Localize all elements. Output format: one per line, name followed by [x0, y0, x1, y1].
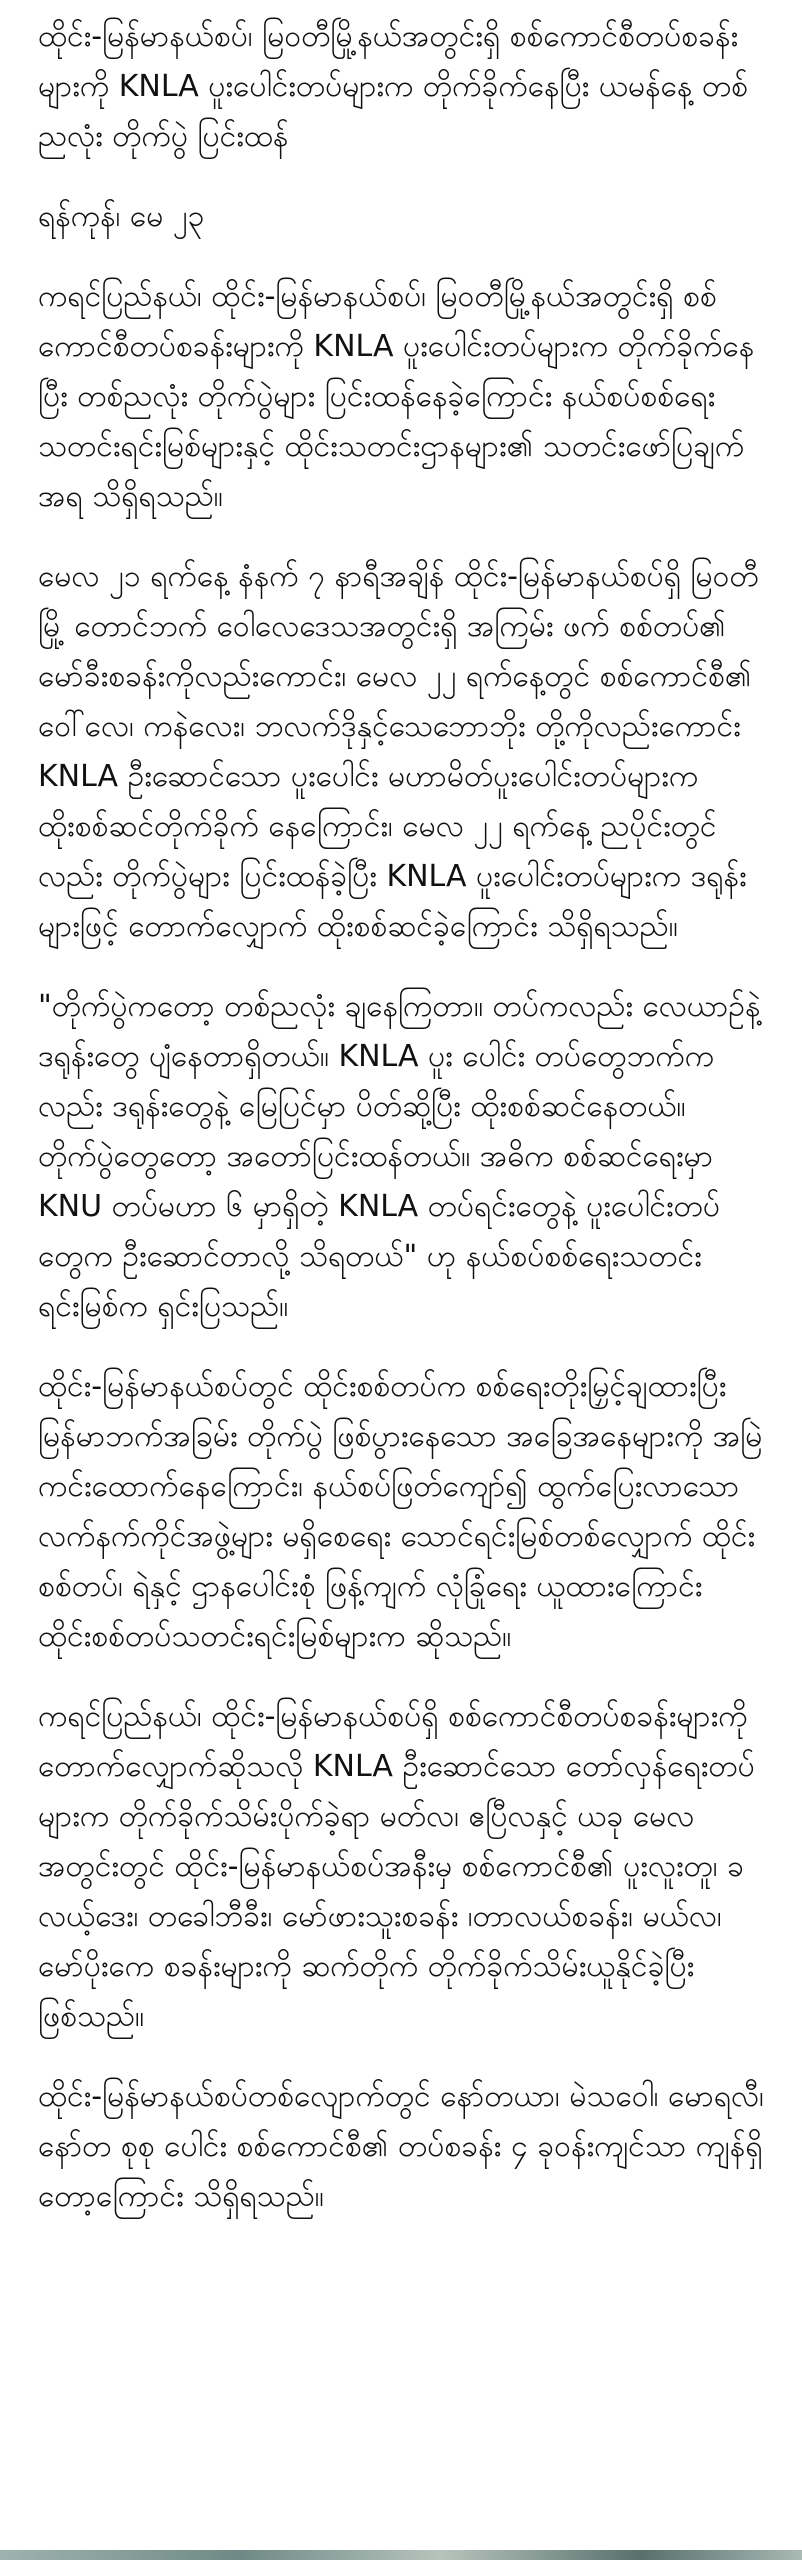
news-article [38, 12, 764, 2252]
article-dateline: ရန်ကုန်၊ မေ ၂၃ [38, 199, 205, 234]
article-paragraph-3: "တိုက်ပွဲကတော့ တစ်ညလုံး ချနေကြတာ။ တပ်ကလည်း လေယာဉ်နဲ့ ဒရုန်းတွေ ပျံနေတာရှိတယ်။ KNLA ပူး ပေါင်း တပ်တွေဘက်ကလည်း ဒရုန်းတွေနဲ့ မြေပြင်မှာ ပိတ်ဆို့ပြီး ထိုးစစ်ဆင်နေတယ်။ တိုက်ပွဲတွေတော့ အတော်ပြင်းထန်တယ်။ အဓိက စစ်ဆင်ရေးမှာ KNU တပ်မဟာ ၆ မှာရှိတဲ့ KNLA တပ်ရင်းတွေနဲ့ ပူးပေါင်းတပ်တွေက ဦးဆောင်တာလို့ သိရတယ်" ဟု နယ်စပ်စစ်ရေးသတင်းရင်းမြစ်က ရှင်းပြသည်။ [38, 989, 761, 1324]
article-photo-edge [0, 2550, 802, 2560]
article-headline: ထိုင်း-မြန်မာနယ်စပ်၊ မြဝတီမြို့နယ်အတွင်းရှိ စစ်ကောင်စီတပ်စခန်းများကို KNLA ပူးပေါင်းတပ်များက တိုက်ခိုက်နေပြီး ယမန်နေ့ တစ်ညလုံး တိုက်ပွဲ ပြင်းထန် [38, 19, 749, 154]
article-paragraph-4: ထိုင်း-မြန်မာနယ်စပ်တွင် ထိုင်းစစ်တပ်က စစ်ရေးတိုးမြှင့်ချထားပြီး မြန်မာဘက်အခြမ်း တိုက်ပွဲ ဖြစ်ပွားနေသော အခြေအနေများကို အမြဲ ကင်းထောက်နေကြောင်း၊ နယ်စပ်ဖြတ်ကျော်၍ ထွက်ပြေးလာသော လက်နက်ကိုင်အဖွဲ့များ မရှိစေရေး သောင်ရင်းမြစ်တစ်လျှောက် ထိုင်းစစ်တပ်၊ ရဲနှင့် ဌာနပေါင်းစုံ ဖြန့်ကျက် လုံခြုံရေး ယူထားကြောင်း ထိုင်းစစ်တပ်သတင်းရင်းမြစ်များက ဆိုသည်။ [38, 1369, 763, 1654]
article-paragraph-2: မေလ ၂၁ ရက်နေ့ နံနက် ၇ နာရီအချိန် ထိုင်း-မြန်မာနယ်စပ်ရှိ မြဝတီမြို့ တောင်ဘက် ဝေါလေဒေသအတွင်းရှိ အကြမ်း ဖက် စစ်တပ်၏ မော်ခီးစခန်းကိုလည်းကောင်း၊ မေလ ၂၂ ရက်နေ့တွင် စစ်ကောင်စီ၏ ဝေါ်လေ၊ ကနဲလေး၊ ဘလက်ဒိုနှင့်သေဘောဘိုး တို့ကိုလည်းကောင်း KNLA ဦးဆောင်သော ပူးပေါင်း မဟာမိတ်ပူးပေါင်းတပ်များက ထိုးစစ်ဆင်တိုက်ခိုက် နေကြောင်း၊ မေလ ၂၂ ရက်နေ့ ညပိုင်းတွင်လည်း တိုက်ပွဲများ ပြင်းထန်ခဲ့ပြီး KNLA ပူးပေါင်းတပ်များက ဒရုန်းများဖြင့် တောက်လျှောက် ထိုးစစ်ဆင်ခဲ့ကြောင်း သိရှိရသည်။ [38, 559, 759, 944]
article-paragraph-5: ကရင်ပြည်နယ်၊ ထိုင်း-မြန်မာနယ်စပ်ရှိ စစ်ကောင်စီတပ်စခန်းများကို တောက်လျှောက်ဆိုသလို KNLA ဦးဆောင်သော တော်လှန်ရေးတပ်များက တိုက်ခိုက်သိမ်းပိုက်ခဲ့ရာ မတ်လ၊ ဧပြီလနှင့် ယခု မေလအတွင်းတွင် ထိုင်း-မြန်မာနယ်စပ်အနီးမှ စစ်ကောင်စီ၏ ပူးလူးတူ၊ ခလယ့်ဒေး၊ တခေါဘီခီး၊ မော်ဖားသူးစခန်း ၊တာလယ်စခန်း၊ မယ်လ၊ မော်ပိုးကေ စခန်းများကို ဆက်တိုက် တိုက်ခိုက်သိမ်းယူနိုင်ခဲ့ပြီးဖြစ်သည်။ [38, 1699, 755, 2034]
article-paragraph-6: ထိုင်း-မြန်မာနယ်စပ်တစ်လျောက်တွင် နော်တယာ၊ မဲသဝေါ၊ မောရလီ၊ နော်တ စုစု ပေါင်း စစ်ကောင်စီ၏ တပ်စခန်း ၄ ခုဝန်းကျင်သာ ကျန်ရှိတော့ကြောင်း သိရှိရသည်။ [38, 2079, 764, 2214]
article-paragraph-1: ကရင်ပြည်နယ်၊ ထိုင်း-မြန်မာနယ်စပ်၊ မြဝတီမြို့နယ်အတွင်းရှိ စစ်ကောင်စီတပ်စခန်းများကို KNLA ပူးပေါင်းတပ်များက တိုက်ခိုက်နေပြီး တစ်ညလုံး တိုက်ပွဲများ ပြင်းထန်နေခဲ့ကြောင်း နယ်စပ်စစ်ရေးသတင်းရင်းမြစ်များနှင့် ထိုင်းသတင်းဌာနများ၏ သတင်းဖော်ပြချက်အရ သိရှိရသည်။ [38, 279, 755, 514]
